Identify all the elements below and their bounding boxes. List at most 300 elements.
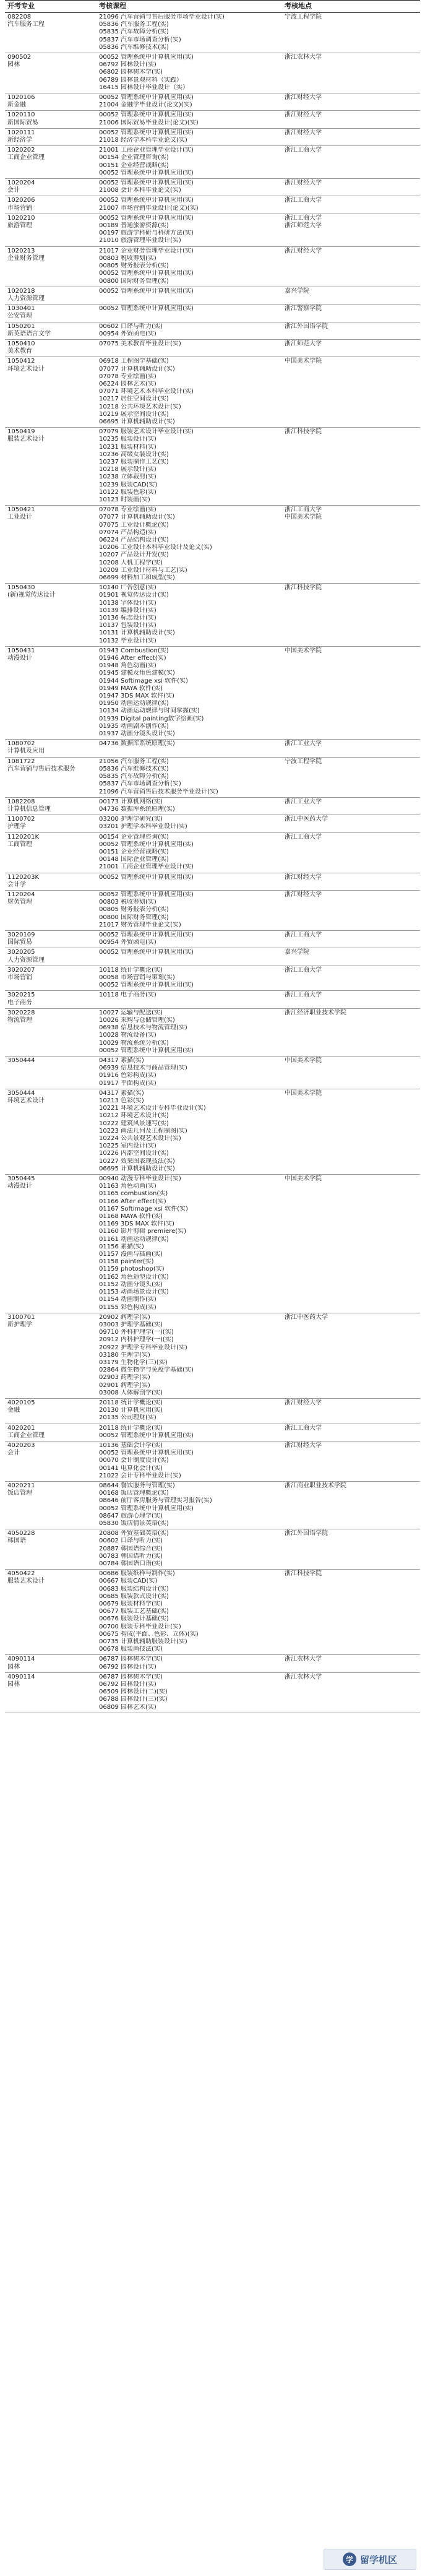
major-name: 计算机信息管理 xyxy=(7,805,51,813)
exam-place: 浙江农林大学 xyxy=(285,54,322,61)
place-cell xyxy=(282,1672,420,1713)
major-code: 1020202 xyxy=(7,147,35,154)
course-item: 03003 护理学基础(实) xyxy=(99,1321,163,1328)
exam-place: 浙江科技学院 xyxy=(285,428,322,436)
course-item: 10136 基础会计学(实) xyxy=(99,1441,163,1449)
course-cell xyxy=(97,53,282,93)
table-row xyxy=(5,815,420,832)
course-item: 00052 管理系统中计算机应用(实) xyxy=(99,949,194,956)
course-cell xyxy=(97,179,282,196)
major-code: 4050228 xyxy=(7,1530,35,1537)
course-item: 10222 建筑风景速写(实) xyxy=(99,1120,169,1127)
major-code: 1082208 xyxy=(7,798,35,805)
course-item: 06792 园林设计(实) xyxy=(99,1663,157,1671)
course-item: 01160 影片剪辑 premiere(实) xyxy=(99,1228,187,1235)
course-item: 00052 管理系统中计算机应用(实) xyxy=(99,891,194,898)
course-item: 21004 金融学毕业设计(论文)(实) xyxy=(99,102,192,109)
course-item: 10209 工业设计材料与工艺(实) xyxy=(99,566,187,574)
place-cell xyxy=(282,111,420,128)
major-name: 环境艺术设计 xyxy=(7,1097,45,1105)
course-item: 00151 企业经营战略(实) xyxy=(99,848,169,855)
major-cell xyxy=(5,1570,97,1655)
course-item: 10140 广告创意(实) xyxy=(99,584,157,592)
course-item: 06802 园林树木学(实) xyxy=(99,69,163,76)
major-cell xyxy=(5,128,97,145)
site-watermark xyxy=(324,2549,416,2570)
table-row xyxy=(5,322,420,339)
exam-place: 浙江商业职业技术学院 xyxy=(285,1482,346,1489)
course-cell xyxy=(97,287,282,304)
course-item: 00954 外贸函电(实) xyxy=(99,330,157,337)
course-item: 00679 服装材料学(实) xyxy=(99,1601,163,1608)
place-cell xyxy=(282,873,420,890)
course-item: 00940 动漫专科毕业设计(实) xyxy=(99,1175,181,1183)
table-row xyxy=(5,214,420,246)
major-cell xyxy=(5,322,97,339)
course-item: 00189 普通旅游资源(实) xyxy=(99,222,169,230)
course-item: 06788 园林设计(三)(实) xyxy=(99,1696,168,1703)
major-cell xyxy=(5,815,97,832)
course-item: 06792 园林设计(实) xyxy=(99,1681,157,1688)
major-cell xyxy=(5,1441,97,1481)
exam-place: 浙江师范大学 xyxy=(285,222,322,230)
place-cell xyxy=(282,890,420,930)
major-code: 1050419 xyxy=(7,428,35,436)
course-cell xyxy=(97,873,282,890)
table-row xyxy=(5,287,420,304)
course-item: 03180 生理学(实) xyxy=(99,1351,150,1359)
course-item: 02864 微生物学与免疫学基础(实) xyxy=(99,1367,194,1374)
exam-place: 浙江中医药大学 xyxy=(285,1313,328,1321)
place-cell xyxy=(282,146,420,179)
course-item: 00954 外贸函电(实) xyxy=(99,939,157,946)
course-item: 00052 管理系统中计算机应用(实) xyxy=(99,129,194,136)
exam-schedule-table xyxy=(5,0,420,1713)
major-name: 汽车营销与售后技术服务 xyxy=(7,765,75,772)
exam-place: 浙江财经大学 xyxy=(285,891,322,898)
course-item: 01159 photoshop(实) xyxy=(99,1266,165,1273)
course-cell xyxy=(97,13,282,53)
table-row xyxy=(5,890,420,930)
major-cell xyxy=(5,53,97,93)
major-cell xyxy=(5,214,97,246)
table-row xyxy=(5,339,420,357)
course-item: 10218 公共环境艺术设计(实) xyxy=(99,403,181,410)
course-item: 21001 工商企业管理毕业设计(实) xyxy=(99,147,194,154)
major-cell xyxy=(5,111,97,128)
major-cell xyxy=(5,797,97,815)
course-item: 10118 统计学概论(实) xyxy=(99,966,163,974)
course-item: 07078 专业绘画(实) xyxy=(99,506,157,514)
course-item: 10227 效果图表现技法(实) xyxy=(99,1157,175,1165)
course-item: 01167 Softimage xsi 软件(实) xyxy=(99,1205,188,1212)
place-cell xyxy=(282,1529,420,1570)
course-cell xyxy=(97,1398,282,1424)
major-cell xyxy=(5,93,97,111)
course-item: 00052 管理系统中计算机应用(实) xyxy=(99,197,194,204)
course-item: 10238 立体裁剪(实) xyxy=(99,473,157,481)
course-item: 10131 计算机辅助设计(实) xyxy=(99,629,175,637)
course-item: 05835 汽车故障分析(实) xyxy=(99,773,169,780)
course-item: 00148 国际企业管理(实) xyxy=(99,856,169,863)
place-cell xyxy=(282,1398,420,1424)
major-code: 4020211 xyxy=(7,1482,35,1489)
exam-place: 浙江财经大学 xyxy=(285,873,322,881)
table-header-row xyxy=(5,1,420,13)
exam-place: 浙江工商大学 xyxy=(285,214,322,222)
course-item: 00675 构成(平面、色彩、立体)(实) xyxy=(99,1630,199,1638)
major-cell xyxy=(5,873,97,890)
course-item: 07079 服装艺术设计毕业设计(实) xyxy=(99,428,194,436)
course-item: 05836 汽车维修技术(实) xyxy=(99,765,169,772)
major-name: (新)视觉传达设计 xyxy=(7,592,56,599)
major-cell xyxy=(5,1175,97,1313)
course-item: 05830 饭店情景英语(实) xyxy=(99,1519,169,1527)
table-row xyxy=(5,128,420,145)
major-code: 082208 xyxy=(7,14,32,20)
course-item: 00052 管理系统中计算机应用(实) xyxy=(99,931,194,938)
exam-place: 中国美术学院 xyxy=(285,1175,322,1183)
course-item: 10219 展示空间设计(实) xyxy=(99,410,169,418)
course-cell xyxy=(97,757,282,797)
course-item: 01162 角色造型设计(实) xyxy=(99,1273,169,1281)
major-name: 会计 xyxy=(7,187,20,194)
place-cell xyxy=(282,214,420,246)
place-cell xyxy=(282,740,420,757)
major-cell xyxy=(5,1481,97,1529)
course-item: 21001 工商企业管理毕业设计(实) xyxy=(99,863,194,871)
course-item: 06809 园林艺术(实) xyxy=(99,1703,157,1711)
table-row xyxy=(5,646,420,739)
major-code: 4020203 xyxy=(7,1441,35,1449)
major-code: 1120201K xyxy=(7,833,40,841)
course-item: 01166 After effect(实) xyxy=(99,1198,166,1205)
major-name: 电子商务 xyxy=(7,999,32,1006)
course-item: 01948 角色动画(实) xyxy=(99,662,157,670)
course-item: 01935 动画剧本创作(实) xyxy=(99,722,169,730)
table-row xyxy=(5,948,420,966)
course-item: 21006 国际贸易毕业设计(论文)(实) xyxy=(99,119,199,126)
course-item: 10226 内部空间设计(实) xyxy=(99,1150,169,1157)
table-row xyxy=(5,832,420,873)
course-item: 01950 动画运动规律(实) xyxy=(99,700,169,707)
major-cell xyxy=(5,646,97,739)
major-code: 3020205 xyxy=(7,949,35,956)
major-cell xyxy=(5,428,97,506)
table-row xyxy=(5,1655,420,1672)
table-row xyxy=(5,1175,420,1313)
exam-place: 宁波工程学院 xyxy=(285,758,322,765)
course-cell xyxy=(97,966,282,991)
course-item: 00678 服装画技法(实) xyxy=(99,1646,163,1653)
place-cell xyxy=(282,128,420,145)
table-row xyxy=(5,740,420,757)
course-item: 01158 painter(实) xyxy=(99,1258,154,1266)
major-code: 3020215 xyxy=(7,992,35,999)
course-item: 00602 口译与听力(实) xyxy=(99,1537,163,1545)
place-cell xyxy=(282,584,420,647)
exam-place: 浙江工商大学 xyxy=(285,197,322,204)
course-item: 01946 After effect(实) xyxy=(99,655,166,662)
table-row xyxy=(5,111,420,128)
major-name: 汽车服务工程 xyxy=(7,21,45,28)
major-code: 4020105 xyxy=(7,1399,35,1406)
table-row xyxy=(5,305,420,322)
course-item: 10123 时装画(实) xyxy=(99,496,150,503)
course-cell xyxy=(97,584,282,647)
major-cell xyxy=(5,305,97,322)
course-item: 05836 汽车维修技术(实) xyxy=(99,43,169,51)
table-row xyxy=(5,196,420,214)
major-name: 财务管理 xyxy=(7,899,32,906)
course-item: 06938 信息技术与物流管理(实) xyxy=(99,1024,187,1032)
place-cell xyxy=(282,1570,420,1655)
course-item: 00052 管理系统中计算机应用(实) xyxy=(99,111,194,119)
table-row xyxy=(5,146,420,179)
course-item: 21022 会计专科毕业设计(实) xyxy=(99,1472,181,1479)
place-cell xyxy=(282,646,420,739)
course-item: 01156 素描(实) xyxy=(99,1243,144,1250)
major-cell xyxy=(5,146,97,179)
major-cell xyxy=(5,948,97,966)
major-name: 工商企业管理 xyxy=(7,1432,45,1439)
major-name: 计算机及应用 xyxy=(7,748,45,755)
exam-place: 浙江农林大学 xyxy=(285,1673,322,1680)
course-item: 02901 病理学(实) xyxy=(99,1381,150,1389)
major-cell xyxy=(5,1057,97,1089)
major-code: 1120203K xyxy=(7,873,40,881)
course-cell xyxy=(97,930,282,948)
course-item: 06787 园林树木学(实) xyxy=(99,1673,163,1680)
place-cell xyxy=(282,428,420,506)
header-place: 考核地点 xyxy=(282,1,420,13)
course-item: 00052 管理系统中计算机应用(实) xyxy=(99,1047,194,1054)
exam-place: 浙江师范大学 xyxy=(285,340,322,347)
major-code: 1050412 xyxy=(7,358,35,365)
place-cell xyxy=(282,797,420,815)
table-row xyxy=(5,93,420,111)
course-item: 00052 管理系统中计算机应用(实) xyxy=(99,179,194,187)
course-cell xyxy=(97,1481,282,1529)
course-item: 00052 管理系统中计算机应用(实) xyxy=(99,305,194,313)
exam-place: 浙江财经大学 xyxy=(285,129,322,136)
course-item: 08647 旅游心理学(实) xyxy=(99,1512,163,1519)
major-name: 旅游管理 xyxy=(7,222,32,230)
major-cell xyxy=(5,584,97,647)
place-cell xyxy=(282,1655,420,1672)
major-cell xyxy=(5,991,97,1008)
course-item: 00783 韩国语听力(实) xyxy=(99,1552,163,1560)
course-item: 00685 服装款式设计(实) xyxy=(99,1593,169,1600)
exam-place: 中国美术学院 xyxy=(285,647,322,654)
course-item: 01168 MAYA 软件(实) xyxy=(99,1213,163,1221)
course-item: 04736 数据库系统原理(实) xyxy=(99,805,175,813)
major-cell xyxy=(5,1313,97,1398)
course-item: 00602 口译与听力(实) xyxy=(99,322,163,330)
course-cell xyxy=(97,797,282,815)
course-cell xyxy=(97,1441,282,1481)
major-code: 1030401 xyxy=(7,305,35,313)
place-cell xyxy=(282,832,420,873)
major-name: 国际贸易 xyxy=(7,939,32,946)
course-item: 03200 护理学研究(实) xyxy=(99,816,163,823)
course-item: 10223 画法几何及工程制图(实) xyxy=(99,1127,187,1135)
place-cell xyxy=(282,948,420,966)
exam-place: 浙江财经大学 xyxy=(285,1399,322,1406)
exam-place: 浙江工商大学 xyxy=(285,1424,322,1432)
major-code: 1081722 xyxy=(7,758,35,765)
course-cell xyxy=(97,1424,282,1441)
course-item: 10207 产品设计开发(实) xyxy=(99,551,169,559)
table-row xyxy=(5,13,420,53)
course-item: 08644 餐饮服务与管理(实) xyxy=(99,1482,175,1489)
major-code: 1050421 xyxy=(7,506,35,514)
major-code: 4050422 xyxy=(7,1570,35,1578)
course-item: 00052 管理系统中计算机应用(实) xyxy=(99,982,194,989)
course-item: 01163 角色动画(实) xyxy=(99,1183,157,1190)
course-item: 10235 服装设计(实) xyxy=(99,436,157,443)
course-item: 00052 管理系统中计算机应用(实) xyxy=(99,1432,194,1439)
major-name: 护理学 xyxy=(7,823,26,831)
course-item: 00052 管理系统中计算机应用(实) xyxy=(99,873,194,881)
exam-place: 浙江工商大学 xyxy=(285,966,322,974)
exam-place: 浙江中医药大学 xyxy=(285,816,328,823)
course-cell xyxy=(97,214,282,246)
course-item: 00154 企业管理咨询(实) xyxy=(99,833,169,841)
course-cell xyxy=(97,357,282,428)
course-item: 20922 护理学专科毕业设计(实) xyxy=(99,1344,187,1351)
course-item: 01917 平面构成(实) xyxy=(99,1079,157,1087)
course-cell xyxy=(97,128,282,145)
major-code: 3050444 xyxy=(7,1089,35,1097)
course-item: 10218 展示设计(实) xyxy=(99,466,157,473)
major-name: 工商管理 xyxy=(7,841,32,848)
course-item: 21096 汽车营销售后技术服务毕业设计(实) xyxy=(99,788,218,795)
course-item: 06699 材料加工和成型(实) xyxy=(99,574,175,582)
place-cell xyxy=(282,757,420,797)
major-cell xyxy=(5,1398,97,1424)
course-item: 21017 企业财务管理毕业设计(实) xyxy=(99,247,194,254)
major-cell xyxy=(5,179,97,196)
course-item: 00052 管理系统中计算机应用(实) xyxy=(99,54,194,61)
major-code: 1050430 xyxy=(7,584,35,592)
place-cell xyxy=(282,1441,420,1481)
course-cell xyxy=(97,111,282,128)
course-cell xyxy=(97,305,282,322)
course-item: 07077 计算机辅助设计(实) xyxy=(99,365,175,373)
course-item: 20912 内科护理学(一)(实) xyxy=(99,1336,174,1344)
major-name: 美术教育 xyxy=(7,348,32,355)
major-cell xyxy=(5,1089,97,1174)
course-cell xyxy=(97,339,282,357)
course-item: 10212 环境艺术设计(实) xyxy=(99,1112,169,1120)
table-row xyxy=(5,873,420,890)
major-code: 4090114 xyxy=(7,1656,35,1663)
major-code: 3020109 xyxy=(7,931,35,938)
major-code: 3050445 xyxy=(7,1175,35,1183)
course-item: 10239 服装CAD(实) xyxy=(99,481,158,488)
course-item: 10134 动画运动规律与时间掌握(实) xyxy=(99,707,200,715)
course-cell xyxy=(97,815,282,832)
table-body xyxy=(5,13,420,1713)
place-cell xyxy=(282,305,420,322)
course-item: 03179 生物化学(三)(实) xyxy=(99,1359,168,1366)
major-name: 园林 xyxy=(7,61,20,69)
course-item: 00667 服装CAD(实) xyxy=(99,1578,158,1585)
major-cell xyxy=(5,1424,97,1441)
course-item: 01949 MAYA 软件(实) xyxy=(99,685,163,692)
course-item: 10139 编排设计(实) xyxy=(99,607,157,614)
course-item: 07078 专业绘画(实) xyxy=(99,373,157,380)
course-item: 03008 人体解剖学(实) xyxy=(99,1389,163,1396)
course-item: 21018 经济学本科毕业论文(实) xyxy=(99,137,187,144)
course-item: 20130 计算机应用(实) xyxy=(99,1407,163,1414)
major-code: 3020207 xyxy=(7,966,35,974)
exam-place: 浙江外国语学院 xyxy=(285,322,328,330)
place-cell xyxy=(282,991,420,1008)
course-item: 00052 管理系统中计算机应用(实) xyxy=(99,1505,194,1512)
course-item: 20808 外贸基础英语(实) xyxy=(99,1530,169,1537)
course-item: 10213 色彩(实) xyxy=(99,1097,144,1105)
course-item: 00052 管理系统中计算机应用(实) xyxy=(99,270,194,277)
major-name: 工商企业管理 xyxy=(7,154,45,162)
course-cell xyxy=(97,428,282,506)
course-item: 01153 动画场景设计(实) xyxy=(99,1289,169,1296)
exam-place: 嘉兴学院 xyxy=(285,949,309,956)
major-cell xyxy=(5,246,97,287)
course-item: 01165 combustion(实) xyxy=(99,1190,168,1198)
table-row xyxy=(5,428,420,506)
header-course: 考核课程 xyxy=(97,1,282,13)
place-cell xyxy=(282,966,420,991)
course-item: 00151 企业经营战略(实) xyxy=(99,162,169,169)
course-item: 06939 信息技术与商品管理(实) xyxy=(99,1065,187,1072)
course-item: 00197 旅游学科研与科研方法(实) xyxy=(99,230,194,237)
course-item: 20887 韩国语综合(实) xyxy=(99,1545,163,1552)
major-cell xyxy=(5,966,97,991)
course-cell xyxy=(97,1672,282,1713)
course-item: 10224 公共景观艺术设计(实) xyxy=(99,1135,181,1143)
table-row xyxy=(5,757,420,797)
exam-place: 浙江工商大学 xyxy=(285,931,322,938)
course-item: 09710 外科护理学(一)(实) xyxy=(99,1329,174,1336)
course-item: 00800 国际财务管理(实) xyxy=(99,277,169,285)
place-cell xyxy=(282,1313,420,1398)
course-item: 05837 汽车市场调查分析(实) xyxy=(99,36,181,43)
course-cell xyxy=(97,646,282,739)
course-item: 21096 汽车营销与售后服务市场毕业设计(实) xyxy=(99,14,225,20)
course-item: 21017 财务管理毕业论文(实) xyxy=(99,921,181,928)
table-row xyxy=(5,1313,420,1398)
course-cell xyxy=(97,991,282,1008)
table-row xyxy=(5,930,420,948)
table-row xyxy=(5,1570,420,1655)
exam-place: 浙江工商大学 xyxy=(285,506,322,514)
course-item: 01916 色彩构成(实) xyxy=(99,1072,157,1079)
major-name: 物流管理 xyxy=(7,1016,32,1024)
major-cell xyxy=(5,357,97,428)
major-code: 1050410 xyxy=(7,340,35,347)
major-cell xyxy=(5,1655,97,1672)
course-item: 08646 前厅客房服务与管理实习报告(实) xyxy=(99,1497,212,1505)
course-cell xyxy=(97,890,282,930)
place-cell xyxy=(282,506,420,584)
course-cell xyxy=(97,1175,282,1313)
header-major: 开考专业 xyxy=(5,1,97,13)
major-name: 园林 xyxy=(7,1663,20,1671)
place-cell xyxy=(282,179,420,196)
major-cell xyxy=(5,1672,97,1713)
